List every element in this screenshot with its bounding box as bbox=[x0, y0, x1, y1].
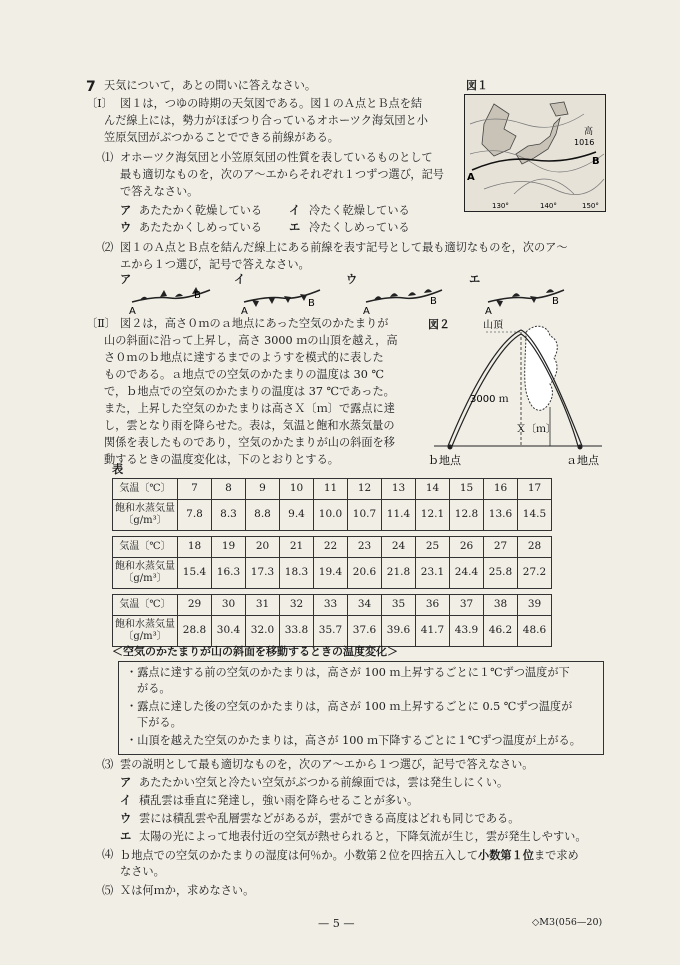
table-cell: 32 bbox=[280, 595, 314, 616]
part2-text-4: ものである。ａ地点での空気のかたまりの温度は 30 ℃ bbox=[104, 368, 384, 381]
table-cell: 29 bbox=[178, 595, 212, 616]
table-cell: 28 bbox=[518, 537, 552, 558]
q4-text-line1 bbox=[120, 847, 579, 865]
front-symbol-stationary-1 bbox=[129, 287, 210, 316]
front-d-label-b: B bbox=[552, 296, 559, 307]
table-cell: 25.8 bbox=[484, 558, 518, 589]
part2-text-5: で，ｂ地点での空気のかたまりの温度は 37 ℃であった。 bbox=[104, 385, 395, 398]
front-option-mark-b: イ bbox=[234, 273, 246, 286]
table-cell: 37.6 bbox=[348, 616, 382, 647]
part2-label: 〔Ⅱ〕 bbox=[86, 317, 116, 330]
table-cell: 18 bbox=[178, 537, 212, 558]
table-cell: 37 bbox=[450, 595, 484, 616]
temp-change-item-2a: ・露点に達した後の空気のかたまりは，高さが 100 ｍ上昇するごとに 0.5 ℃ずつ温度が bbox=[126, 700, 573, 713]
question-intro: 天気について，あとの問いに答えなさい。 bbox=[104, 79, 317, 92]
part1-text-1: 図１は，つゆの時期の天気図である。図１のＡ点とＢ点を結 bbox=[120, 97, 423, 110]
table-cell: 23 bbox=[348, 537, 382, 558]
table-cell: 21 bbox=[280, 537, 314, 558]
table-cell: 28.8 bbox=[178, 616, 212, 647]
table-cell: 34 bbox=[348, 595, 382, 616]
part2-text-7: し，雲となり雨を降らせた。表は，気温と飽和水蒸気量の bbox=[104, 419, 395, 432]
part2-text-3: さ０ｍのｂ地点に達するまでのようすを模式的に表した bbox=[104, 351, 384, 364]
table-row bbox=[113, 537, 552, 558]
front-b-label-b: B bbox=[308, 298, 315, 309]
table-cell: 39 bbox=[518, 595, 552, 616]
table-cell: 33.8 bbox=[280, 616, 314, 647]
part2-text-8: 関係を表したものであり，空気のかたまりが山の斜面を移 bbox=[104, 436, 395, 449]
q3-text: 雲の説明として最も適切なものを，次のア～エから１つ選び，記号で答えなさい。 bbox=[120, 758, 534, 771]
part1-text-3: 笠原気団がぶつかることでできる前線がある。 bbox=[104, 131, 339, 144]
q3-choice-text-c: 雲には積乱雲や乱層雲などがあるが，雲ができる高度はどれも同じである。 bbox=[139, 812, 520, 825]
q1-choice-text-c: あたたかくしめっている bbox=[139, 221, 262, 234]
q2-text-2: エから１つ選び，記号で答えなさい。 bbox=[120, 258, 310, 271]
table-cell: 39.6 bbox=[382, 616, 416, 647]
table-cell: 10.0 bbox=[314, 500, 348, 531]
front-d-label-a: A bbox=[485, 306, 492, 316]
saturation-header-1: 飽和水蒸気量 bbox=[115, 618, 175, 630]
table-cell: 17.3 bbox=[246, 558, 280, 589]
table-cell: 12.1 bbox=[416, 500, 450, 531]
fig2-x-height: Ｘ〔ｍ〕 bbox=[516, 424, 556, 435]
temp-change-item-1a: ・露点に達する前の空気のかたまりは，高さが 100 ｍ上昇するごとに１℃ずつ温度が下 bbox=[126, 666, 570, 679]
table-cell: 27.2 bbox=[518, 558, 552, 589]
table-cell: 9.4 bbox=[280, 500, 314, 531]
table-cell: 26 bbox=[450, 537, 484, 558]
q1-choice-text-b: 冷たく乾燥している bbox=[309, 204, 410, 217]
q1-choice-mark-b: イ bbox=[289, 204, 301, 217]
table-title: 表 bbox=[112, 463, 124, 476]
table-cell: 15.4 bbox=[178, 558, 212, 589]
front-symbol-stationary-4 bbox=[485, 289, 564, 316]
page-number: — 5 — bbox=[318, 917, 355, 930]
q2-text-1: 図１のＡ点とＢ点を結んだ線上にある前線を表す記号として最も適切なものを，次のア～ bbox=[120, 241, 568, 254]
table-cell: 48.6 bbox=[518, 616, 552, 647]
table-cell: 8.8 bbox=[246, 500, 280, 531]
fig1-point-b: B bbox=[592, 156, 600, 167]
table-cell: 7 bbox=[178, 479, 212, 500]
saturation-header-1: 飽和水蒸気量 bbox=[115, 502, 175, 514]
q5-number: ⑸ bbox=[102, 884, 114, 897]
table-cell: 24 bbox=[382, 537, 416, 558]
q1-text-2: 最も適切なものを，次のア～エからそれぞれ１つずつ選び，記号 bbox=[120, 168, 444, 181]
table-cell: 24.4 bbox=[450, 558, 484, 589]
saturation-header bbox=[113, 500, 178, 531]
table-cell: 11.4 bbox=[382, 500, 416, 531]
table-cell: 36 bbox=[416, 595, 450, 616]
fig2-mountain-diagram bbox=[426, 314, 610, 470]
q3-choice-mark-d: エ bbox=[120, 830, 132, 843]
table-cell: 30 bbox=[212, 595, 246, 616]
part2-text-6: また，上昇した空気のかたまりは高さＸ〔ｍ〕で露点に達 bbox=[104, 402, 395, 415]
q4-text-a: ｂ地点での空気のかたまりの湿度は何％か。小数第２位を四捨五入して bbox=[120, 849, 479, 862]
part1-label: 〔Ⅰ〕 bbox=[86, 97, 113, 110]
question-number: 7 bbox=[86, 79, 96, 95]
temp-header: 気温〔℃〕 bbox=[113, 595, 178, 616]
fig1-point-a: A bbox=[467, 172, 475, 183]
q4-number: ⑷ bbox=[102, 848, 114, 861]
temp-header: 気温〔℃〕 bbox=[113, 479, 178, 500]
front-option-mark-c: ウ bbox=[346, 273, 358, 286]
table-cell: 19 bbox=[212, 537, 246, 558]
fig2-title: 図２ bbox=[428, 318, 450, 331]
table-row bbox=[113, 558, 552, 589]
table-cell: 43.9 bbox=[450, 616, 484, 647]
part2-text-2: 山の斜面に沿って上昇し，高さ 3000 ｍの山頂を越え，高 bbox=[104, 334, 398, 347]
q3-choice-text-a: あたたかい空気と冷たい空気がぶつかる前線面では，雲は発生しにくい。 bbox=[139, 776, 509, 789]
fig1-lon-140: 140° bbox=[540, 202, 557, 210]
fig1-title: 図１ bbox=[466, 79, 488, 92]
front-c-label-b: B bbox=[430, 296, 437, 307]
table-cell: 27 bbox=[484, 537, 518, 558]
q3-number: ⑶ bbox=[102, 758, 114, 771]
table-cell: 18.3 bbox=[280, 558, 314, 589]
front-a-label-b: B bbox=[194, 290, 201, 301]
q1-text-3: で答えなさい。 bbox=[120, 185, 199, 198]
temp-change-item-3: ・山頂を越えた空気のかたまりは，高さが 100 ｍ下降するごとに１℃ずつ温度が上がる。 bbox=[126, 734, 581, 747]
table-cell: 8.3 bbox=[212, 500, 246, 531]
front-symbols-diagram bbox=[120, 282, 620, 316]
table-cell: 25 bbox=[416, 537, 450, 558]
table-cell: 11 bbox=[314, 479, 348, 500]
saturation-header-2: 〔g/m³〕 bbox=[123, 631, 167, 642]
front-option-mark-d: エ bbox=[469, 273, 481, 286]
saturation-header-2: 〔g/m³〕 bbox=[123, 515, 167, 526]
front-a-label-a: A bbox=[129, 306, 136, 316]
exam-code: ◇M3(056—20) bbox=[532, 917, 603, 928]
q3-choice-text-d: 太陽の光によって地表付近の空気が熱せられると，下降気流が生じ，雲が発生しやすい。 bbox=[139, 830, 587, 843]
table-cell: 7.8 bbox=[178, 500, 212, 531]
saturation-header bbox=[113, 616, 178, 647]
table-row bbox=[113, 479, 552, 500]
table-cell: 10 bbox=[280, 479, 314, 500]
table-cell: 13 bbox=[382, 479, 416, 500]
fig2-point-a: ａ地点 bbox=[566, 454, 599, 467]
fig2-summit: 山頂 bbox=[483, 320, 503, 331]
q3-choice-text-b: 積乱雲は垂直に発達し，強い雨を降らせることが多い。 bbox=[139, 794, 419, 807]
table-cell: 12 bbox=[348, 479, 382, 500]
table-cell: 15 bbox=[450, 479, 484, 500]
saturation-header-2: 〔g/m³〕 bbox=[123, 573, 167, 584]
table-cell: 14 bbox=[416, 479, 450, 500]
table-cell: 41.7 bbox=[416, 616, 450, 647]
table-cell: 14.5 bbox=[518, 500, 552, 531]
table-row bbox=[113, 595, 552, 616]
q1-choice-mark-d: エ bbox=[289, 221, 301, 234]
fig2-height: 3000 ｍ bbox=[470, 394, 509, 405]
q1-number: ⑴ bbox=[102, 151, 114, 164]
table-cell: 10.7 bbox=[348, 500, 382, 531]
q1-choice-mark-a: ア bbox=[120, 204, 132, 217]
table-cell: 8 bbox=[212, 479, 246, 500]
table-cell: 21.8 bbox=[382, 558, 416, 589]
table-cell: 30.4 bbox=[212, 616, 246, 647]
front-c-label-a: A bbox=[363, 306, 370, 316]
table-cell: 33 bbox=[314, 595, 348, 616]
table-cell: 12.8 bbox=[450, 500, 484, 531]
table-cell: 32.0 bbox=[246, 616, 280, 647]
front-symbol-warm-3 bbox=[363, 289, 442, 316]
table-cell: 38 bbox=[484, 595, 518, 616]
temp-header: 気温〔℃〕 bbox=[113, 537, 178, 558]
table-cell: 23.1 bbox=[416, 558, 450, 589]
table-row bbox=[113, 616, 552, 647]
front-symbol-cold-2 bbox=[241, 290, 320, 316]
q4-text-b: まで求め bbox=[533, 849, 579, 862]
q1-choice-text-a: あたたかく乾燥している bbox=[139, 204, 263, 217]
table-cell: 20.6 bbox=[348, 558, 382, 589]
front-option-mark-a: ア bbox=[120, 273, 132, 286]
saturation-header-1: 飽和水蒸気量 bbox=[115, 560, 175, 572]
table-cell: 16.3 bbox=[212, 558, 246, 589]
q1-choice-text-d: 冷たくしめっている bbox=[309, 221, 410, 234]
fig1-lon-150: 150° bbox=[582, 202, 599, 210]
part2-text-1: 図２は，高さ０ｍのａ地点にあった空気のかたまりが bbox=[120, 317, 389, 330]
q4-text-bold: 小数第１位 bbox=[478, 848, 534, 862]
part1-text-2: んだ線上には，勢力がほぼつり合っているオホーツク海気団と小 bbox=[104, 114, 428, 127]
q3-choice-mark-b: イ bbox=[120, 794, 132, 807]
front-b-label-a: A bbox=[241, 306, 248, 316]
fig1-pressure: 1016 bbox=[574, 138, 595, 147]
table-row bbox=[113, 500, 552, 531]
temp-change-heading: ＜空気のかたまりが山の斜面を移動するときの温度変化＞ bbox=[112, 645, 398, 658]
table-cell: 35.7 bbox=[314, 616, 348, 647]
fig1-high-label: 高 bbox=[584, 127, 594, 137]
table-cell: 16 bbox=[484, 479, 518, 500]
table-cell: 20 bbox=[246, 537, 280, 558]
q3-choice-mark-c: ウ bbox=[120, 812, 132, 825]
table-cell: 9 bbox=[246, 479, 280, 500]
saturation-vapor-table bbox=[112, 478, 552, 647]
q2-number: ⑵ bbox=[102, 241, 114, 254]
table-cell: 22 bbox=[314, 537, 348, 558]
table-cell: 17 bbox=[518, 479, 552, 500]
table-cell: 46.2 bbox=[484, 616, 518, 647]
fig1-lon-130: 130° bbox=[492, 202, 509, 210]
q4-text-line2: なさい。 bbox=[120, 865, 165, 878]
fig1-weather-map bbox=[464, 94, 606, 212]
temp-change-item-1b: がる。 bbox=[137, 682, 171, 695]
temp-change-item-2b: 下がる。 bbox=[137, 716, 182, 729]
saturation-header bbox=[113, 558, 178, 589]
q1-text-1: オホーツク海気団と小笠原気団の性質を表しているものとして bbox=[120, 151, 433, 164]
q5-text: Ｘは何ｍか，求めなさい。 bbox=[120, 884, 255, 897]
fig2-point-b: ｂ地点 bbox=[428, 454, 461, 467]
q3-choice-mark-a: ア bbox=[120, 776, 132, 789]
q1-choice-mark-c: ウ bbox=[120, 221, 132, 234]
table-cell: 35 bbox=[382, 595, 416, 616]
table-cell: 13.6 bbox=[484, 500, 518, 531]
part2-text-9: 動するときの温度変化は，下のとおりとする。 bbox=[104, 453, 339, 466]
table-cell: 31 bbox=[246, 595, 280, 616]
table-cell: 19.4 bbox=[314, 558, 348, 589]
